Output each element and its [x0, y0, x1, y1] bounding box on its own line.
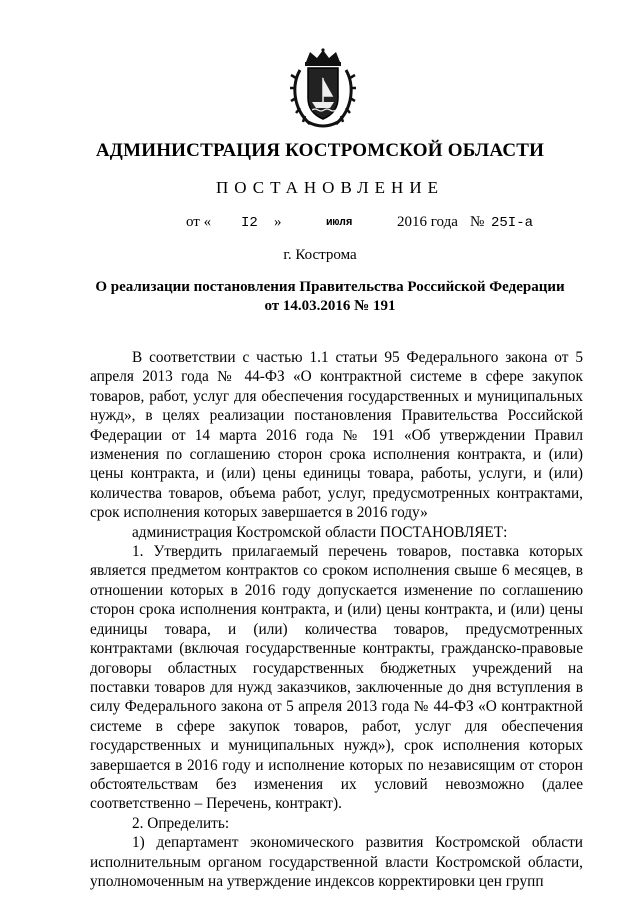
date-prefix: от «: [186, 214, 212, 230]
document-body: [90, 348, 583, 891]
city: г. Кострома: [283, 247, 357, 263]
organization-title: АДМИНИСТРАЦИЯ КОСТРОМСКОЙ ОБЛАСТИ: [95, 140, 545, 161]
paragraph-item-2: 2. Определить:: [132, 814, 230, 832]
paragraph-item-1: 1. Утвердить прилагаемый перечень товаров, поставка которых является предметом контрактов со сроком исполнения свыше 6 месяцев, в отношении которых в 2016 году допускается изменение по соглашению сторон срока исполнения контракта, и (или) цены контракта, и (или) цены единицы товара, и (или) количества товаров, предусмотренных контрактами (включая государственные контракты, гражданско-правовые договоры областных государственных бюджетных учреждений на поставки товаров для нужд заказчиков, заключенные до дня вступления в силу Федерального закона от 5 апреля 2013 года № 44-ФЗ «О контрактной системе в сфере закупок товаров, работ, услуг для обеспечения государственных и муниципальных нужд»), срок исполнения которых завершается в 2016 году и исполнение которых по независящим от сторон обстоятельствам без изменения их условий невозможно (далее соответственно – Перечень, контракт).: [90, 543, 583, 813]
date-day: I2: [241, 215, 258, 231]
date-year: 2016 года: [397, 214, 458, 230]
paragraph-resolves: администрация Костромской области ПОСТАНОВЛЯЕТ:: [132, 523, 508, 541]
coat-of-arms-icon: [290, 48, 356, 130]
document-type: ПОСТАНОВЛЕНИЕ: [215, 178, 444, 197]
number-sign: №: [470, 214, 485, 230]
date-line: [0, 214, 640, 236]
date-close-quote: »: [274, 214, 282, 230]
paragraph-item-2-1: 1) департамент экономического развития Костромской области исполнительным органом государственной власти Костромской области, уполномоченным на утверждение индексов корректировки цен групп: [90, 834, 583, 890]
document-subject: [60, 278, 600, 316]
subject-line-2: от 14.03.2016 № 191: [264, 298, 396, 314]
paragraph-preamble: В соответствии с частью 1.1 статьи 95 Федерального закона от 5 апреля 2013 года № 44-ФЗ «О контрактной системе в сфере закупок товаров, работ, услуг для обеспечения государственных и муниципальных нужд», в целях реализации постановления Правительства Российской Федерации от 14 марта 2016 года № 191 «Об утверждении Правил изменения по соглашению сторон срока исполнения контракта, и (или) цены контракта, и (или) цены единицы товара, работы, услуги, и (или) количества товаров, объема работ, услуг, предусмотренных контрактами, срок исполнения которых завершается в 2016 году»: [90, 349, 583, 522]
document-number: 25I-а: [491, 215, 534, 231]
subject-line-1: О реализации постановления Правительства Российской Федерации: [95, 279, 565, 295]
date-month: июля: [326, 217, 353, 229]
